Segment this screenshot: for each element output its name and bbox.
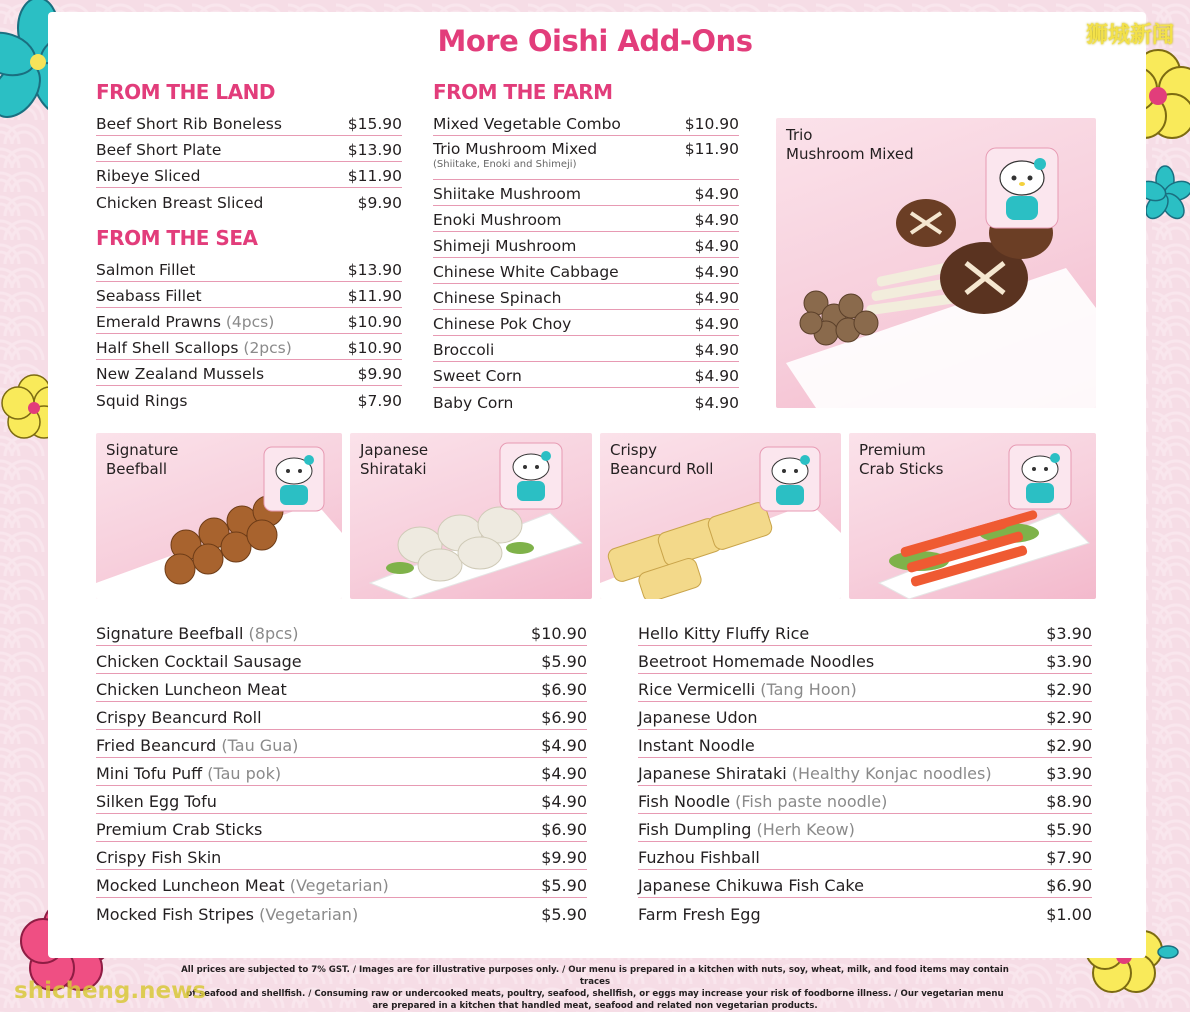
section-title-sea: FROM THE SEA	[96, 226, 258, 250]
list-item: Sweet Corn $4.90	[433, 362, 739, 388]
list-item: Mocked Luncheon Meat (Vegetarian) $5.90	[96, 870, 587, 898]
list-item: Signature Beefball (8pcs) $10.90	[96, 618, 587, 646]
photo-crispy-beancurd-roll	[600, 433, 841, 599]
list-item: Chicken Luncheon Meat $6.90	[96, 674, 587, 702]
list-item: Fuzhou Fishball $7.90	[638, 842, 1092, 870]
list-item: Hello Kitty Fluffy Rice $3.90	[638, 618, 1092, 646]
list-item: Fish Noodle (Fish paste noodle) $8.90	[638, 786, 1092, 814]
list-item: Rice Vermicelli (Tang Hoon) $2.90	[638, 674, 1092, 702]
footer-line: of seafood and shellfish. / Consuming raw or undercooked meats, poultry, seafood, shellfish, or eggs may increase your risk of foodborne illness. / Our vegetarian menu	[186, 989, 1004, 999]
add-ons-list-right	[638, 618, 1092, 926]
list-item: Chicken Cocktail Sausage $5.90	[96, 646, 587, 674]
list-item: Squid Rings $7.90	[96, 392, 402, 410]
list-item: Shimeji Mushroom $4.90	[433, 232, 739, 258]
list-item: Seabass Fillet $11.90	[96, 282, 402, 308]
section-title-land: FROM THE LAND	[96, 80, 275, 104]
land-list	[96, 110, 402, 214]
sea-list	[96, 256, 402, 412]
list-item: Half Shell Scallops (2pcs) $10.90	[96, 334, 402, 360]
watermark-top: 狮城新闻	[1085, 23, 1174, 48]
list-item: Crispy Beancurd Roll $6.90	[96, 702, 587, 730]
list-item: Chicken Breast Sliced $9.90	[96, 194, 402, 212]
list-item: Instant Noodle $2.90	[638, 730, 1092, 758]
photo-premium-crab-sticks	[849, 433, 1096, 599]
photo-caption: Signature Beefball	[106, 441, 179, 478]
photo-caption: Trio Mushroom Mixed	[786, 126, 914, 163]
list-item: Mixed Vegetable Combo $10.90	[433, 110, 739, 136]
list-item: Premium Crab Sticks $6.90	[96, 814, 587, 842]
list-item: Japanese Shirataki (Healthy Konjac noodles) $3.90	[638, 758, 1092, 786]
list-item: Ribeye Sliced $11.90	[96, 162, 402, 188]
photo-caption: Japanese Shirataki	[360, 441, 429, 478]
list-item: Mocked Fish Stripes (Vegetarian) $5.90	[96, 905, 587, 924]
flower-decoration-mid-right	[1140, 160, 1190, 230]
section-title-farm: FROM THE FARM	[433, 80, 613, 104]
watermark-bottom: shicheng.news	[14, 978, 207, 1004]
list-item: Beetroot Homemade Noodles $3.90	[638, 646, 1092, 674]
footer-line: are prepared in a kitchen that handled meat, seafood and related non vegetarian products.	[372, 1001, 818, 1011]
list-item: Fried Beancurd (Tau Gua) $4.90	[96, 730, 587, 758]
list-item: Beef Short Rib Boneless $15.90	[96, 110, 402, 136]
list-item: Chinese Spinach $4.90	[433, 284, 739, 310]
list-item: Baby Corn $4.90	[433, 394, 739, 412]
list-item: Mini Tofu Puff (Tau pok) $4.90	[96, 758, 587, 786]
photo-trio-mushroom	[776, 118, 1096, 408]
list-item: Shiitake Mushroom $4.90	[433, 180, 739, 206]
footer-disclaimer	[180, 964, 1010, 1012]
list-item: Salmon Fillet $13.90	[96, 256, 402, 282]
list-item: Crispy Fish Skin $9.90	[96, 842, 587, 870]
list-item: Enoki Mushroom $4.90	[433, 206, 739, 232]
photo-caption: Premium Crab Sticks	[859, 441, 944, 478]
farm-list	[433, 110, 739, 414]
photo-caption: Crispy Beancurd Roll	[610, 441, 714, 478]
footer-line: All prices are subjected to 7% GST. / Images are for illustrative purposes only. / Our menu is prepared in a kitchen with nuts, soy, wheat, milk, and food items may contain traces	[181, 965, 1009, 987]
list-item: Fish Dumpling (Herh Keow) $5.90	[638, 814, 1092, 842]
photo-signature-beefball	[96, 433, 342, 599]
add-ons-list-left	[96, 618, 587, 926]
list-item: Broccoli $4.90	[433, 336, 739, 362]
list-item: New Zealand Mussels $9.90	[96, 360, 402, 386]
list-item: Beef Short Plate $13.90	[96, 136, 402, 162]
list-item: Farm Fresh Egg $1.00	[638, 905, 1092, 924]
list-item: Chinese Pok Choy $4.90	[433, 310, 739, 336]
list-item: Emerald Prawns (4pcs) $10.90	[96, 308, 402, 334]
list-item: Chinese White Cabbage $4.90	[433, 258, 739, 284]
list-item: Japanese Udon $2.90	[638, 702, 1092, 730]
list-item: Trio Mushroom Mixed (Shiitake, Enoki and Shimeji) $11.90	[433, 136, 739, 180]
page-title: More Oishi Add-Ons	[437, 24, 753, 58]
list-item: Japanese Chikuwa Fish Cake $6.90	[638, 870, 1092, 898]
list-item: Silken Egg Tofu $4.90	[96, 786, 587, 814]
photo-japanese-shirataki	[350, 433, 592, 599]
